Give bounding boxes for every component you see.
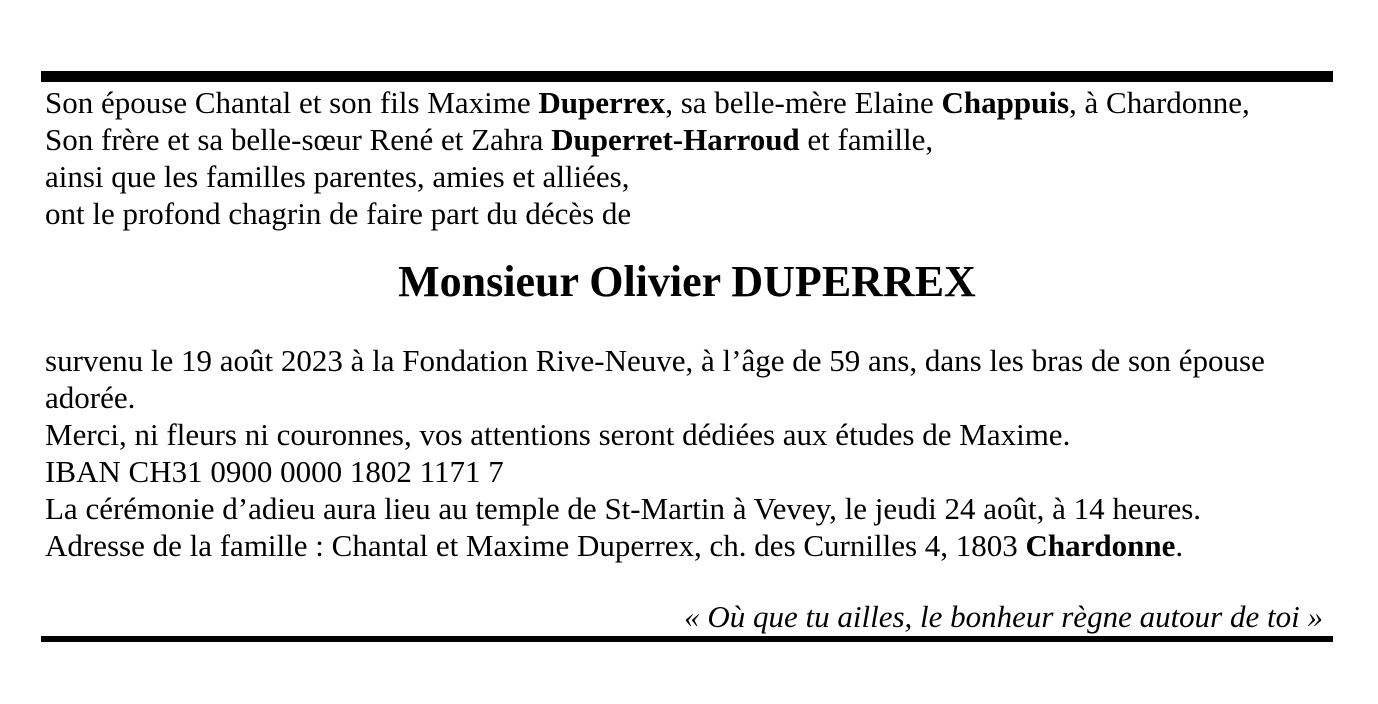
details-line-3: Merci, ni fleurs ni couronnes, vos attentions seront dédiées aux études de Maxime. [45,417,1071,452]
details-line-2: adorée. [45,380,136,415]
details-line-ceremony: La cérémonie d’adieu aura lieu au temple de St-Martin à Vevey, le jeudi 24 août, à 14 heures. [45,491,1202,526]
details-line-iban: IBAN CH31 0900 0000 1802 1171 7 [45,454,504,489]
deceased-name-title: Monsieur Olivier DUPERREX [398,257,976,306]
details-text: Adresse de la famille : Chantal et Maxime Duperrex, ch. des Curnilles 4, 1803 [45,528,1026,563]
intro-text: , sa belle-mère Elaine [665,85,942,120]
family-name-duperrex: Duperrex [538,85,666,120]
intro-text: Son frère et sa belle-sœur René et Zahra [45,122,552,157]
intro-line-3: ainsi que les familles parentes, amies et alliées, [45,159,630,194]
place-name-chardonne: Chardonne [1025,528,1176,563]
intro-line-4: ont le profond chagrin de faire part du décès de [45,196,632,231]
memorial-quote: « Où que tu ailles, le bonheur règne autour de toi » [684,599,1323,634]
details-paragraph [41,342,1333,564]
details-line-1: survenu le 19 août 2023 à la Fondation Rive-Neuve, à l’âge de 59 ans, dans les bras de son épouse [45,343,1265,378]
intro-text: et famille, [799,122,934,157]
family-name-chappuis: Chappuis [941,85,1070,120]
intro-paragraph [41,84,1333,232]
intro-text: Son épouse Chantal et son fils Maxime [45,85,539,120]
bottom-divider [41,636,1333,642]
notice-content [41,71,1333,642]
intro-line-1 [45,84,1333,121]
intro-line-2 [45,121,1333,158]
top-divider [41,71,1333,82]
details-line-address [45,527,1333,564]
details-text: . [1175,528,1184,563]
family-name-duperret-harroud: Duperret-Harroud [551,122,800,157]
intro-text: , à Chardonne, [1069,85,1250,120]
